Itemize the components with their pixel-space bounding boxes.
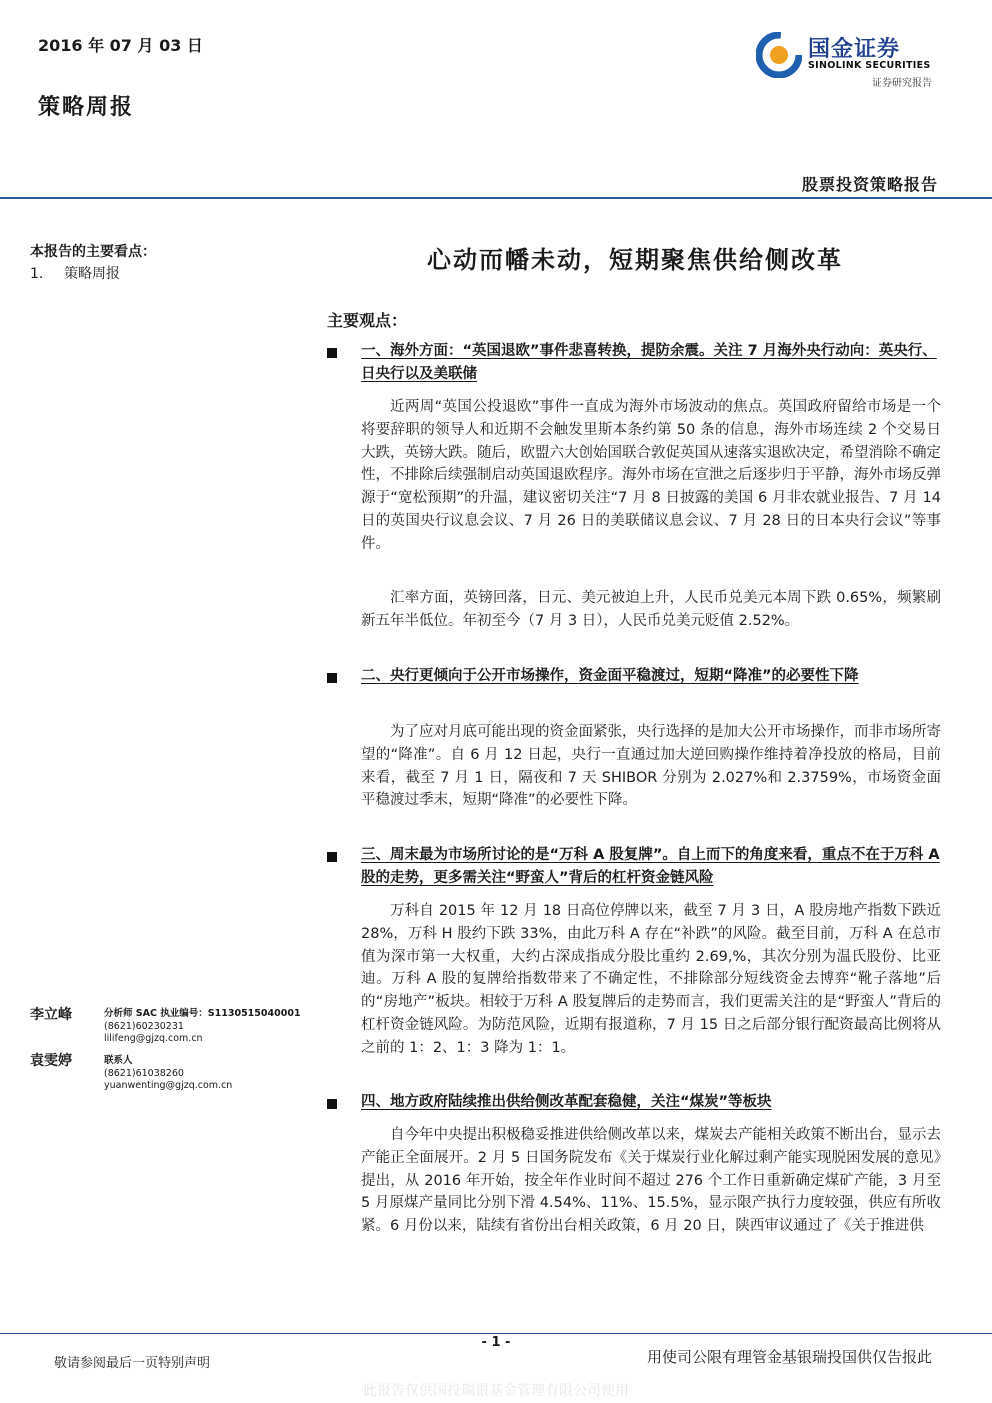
series-name: 策略周报	[38, 94, 135, 120]
analyst-phone: (8621)60230231	[104, 1020, 184, 1032]
key-points-label: 主要观点：	[327, 311, 408, 330]
sidebar-item-number: 1.	[30, 266, 44, 282]
section-3-paragraph-1: 万科自 2015 年 12 月 18 日高位停牌以来，截至 7 月 3 日，A 股房地产指数下跌近 28%，万科 H 股约下跌 33%，由此万科 A 存在“补跌”的风险。截至目前，万科 A 在总市值为深市第一大权重，大约占深成指成分股比重约 2.69,%，其次分别为温氏股份、比亚迪。万科 A 股的复牌给指数带来了不确定性，不排除部分短线资金去博弈“靴子落地”后的“房地产”板块。相较于万科 A 股复牌后的走势而言，我们更需关注的是“野蛮人”背后的杠杆资金链风险。为防范风险，近期有报道称，7 月 15 日之后部分银行配资最高比例将从之前的 1：2、1：3 降为 1：1。	[361, 903, 941, 1056]
contact-name: 袁雯婷	[30, 1053, 72, 1069]
report-date: 2016 年 07 月 03 日	[38, 36, 203, 55]
section-heading-4: 四、地方政府陆续推出供给侧改革配套稳健，关注“煤炭”等板块	[361, 1094, 772, 1110]
contact-info	[104, 1055, 232, 1093]
watermark-text: 此报告仅供国投瑞银基金管理有限公司使用	[363, 1383, 629, 1399]
sidebar-title: 本报告的主要看点：	[30, 244, 156, 260]
contact-email: yuanwenting@gjzq.com.cn	[104, 1080, 233, 1091]
logo-en-text: SINOLINK SECURITIES	[808, 60, 931, 71]
bullet-icon	[327, 852, 337, 862]
contact-phone: (8621)61038260	[104, 1067, 184, 1079]
report-title: 心动而幡未动，短期聚焦供给侧改革	[427, 245, 843, 274]
section-heading-1: 一、海外方面：“英国退欧”事件悲喜转换，提防余震。关注 7 月海外央行动向：英央行、日央行以及美联储	[361, 343, 937, 382]
page-number: - 1 -	[481, 1335, 511, 1350]
bullet-icon	[327, 673, 337, 683]
footer-divider	[0, 1333, 992, 1334]
report-type: 股票投资策略报告	[801, 175, 938, 194]
contact-role: 联系人	[104, 1055, 133, 1066]
company-logo	[756, 30, 946, 90]
section-heading-3: 三、周末最为市场所讨论的是“万科 A 股复牌”。自上而下的角度来看，重点不在于万科 A 股的走势，更多需关注“野蛮人”背后的杠杆资金链风险	[361, 847, 940, 886]
section-1-paragraph-1: 近两周“英国公投退欧”事件一直成为海外市场波动的焦点。英国政府留给市场是一个将要辞职的领导人和近期不会触发里斯本条约第 50 条的信息，海外市场连续 2 个交易日大跌，英镑大跌。随后，欧盟六大创始国联合敦促英国从速落实退欧决定，希望消除不确定性，不排除后续强制启动英国退欧程序。海外市场在宣泄之后逐步归于平静，海外市场反弹源于“宽松预期”的升温，建议密切关注“7 月 8 日披露的美国 6 月非农就业报告、7 月 14 日的英国央行议息会议、7 月 26 日的美联储议息会议、7 月 28 日的日本央行会议”等事件。	[361, 399, 941, 552]
header-divider	[0, 197, 992, 199]
analyst-cert: 分析师 SAC 执业编号：S1130515040001	[104, 1008, 301, 1019]
footer-disclaimer: 敬请参阅最后一页特别声明	[54, 1356, 211, 1371]
sidebar-item-label: 策略周报	[64, 266, 120, 282]
section-2-paragraph-1: 为了应对月底可能出现的资金面紧张，央行选择的是加大公开市场操作，而非市场所寄望的“降准”。自 6 月 12 日起，央行一直通过加大逆回购操作维持着净投放的格局，目前来看，截至 7 月 1 日，隔夜和 7 天 SHIBOR 分别为 2.027%和 2.3759%，市场资金面平稳渡过季末，短期“降准”的必要性下降。	[361, 724, 941, 809]
section-4-paragraph-1: 自今年中央提出积极稳妥推进供给侧改革以来，煤炭去产能相关政策不断出台，显示去产能正全面展开。2 月 5 日国务院发布《关于煤炭行业化解过剩产能实现脱困发展的意见》提出，从 2016 年开始，按全年作业时间不超过 276 个工作日重新确定煤矿产能，3 月至 5 月原煤产量同比分别下滑 4.54%、11%、15.5%，显示限产执行力度较强，供应有所收紧。6 月份以来，陆续有省份出台相关政策，6 月 20 日，陕西审议通过了《关于推进供	[361, 1127, 941, 1235]
logo-cn-text: 国金证券	[808, 37, 901, 62]
bullet-icon	[327, 1099, 337, 1109]
analyst-email: lilifeng@gjzq.com.cn	[104, 1033, 203, 1044]
analyst-info	[104, 1008, 301, 1046]
bullet-icon	[327, 348, 337, 358]
analyst-name: 李立峰	[30, 1007, 72, 1023]
footer-right-text: 用使司公限有理管金基银瑞投国供仅告报此	[646, 1348, 932, 1366]
logo-subtitle: 证券研究报告	[872, 78, 932, 89]
section-1-paragraph-2: 汇率方面，英镑回落，日元、美元被迫上升，人民币兑美元本周下跌 0.65%，频繁刷新五年半低位。年初至今（7 月 3 日），人民币兑美元贬值 2.52%。	[361, 590, 941, 629]
sidebar-item	[30, 263, 120, 283]
sinolink-logo-icon	[756, 32, 802, 78]
section-heading-2: 二、央行更倾向于公开市场操作，资金面平稳渡过，短期“降准”的必要性下降	[361, 668, 859, 684]
